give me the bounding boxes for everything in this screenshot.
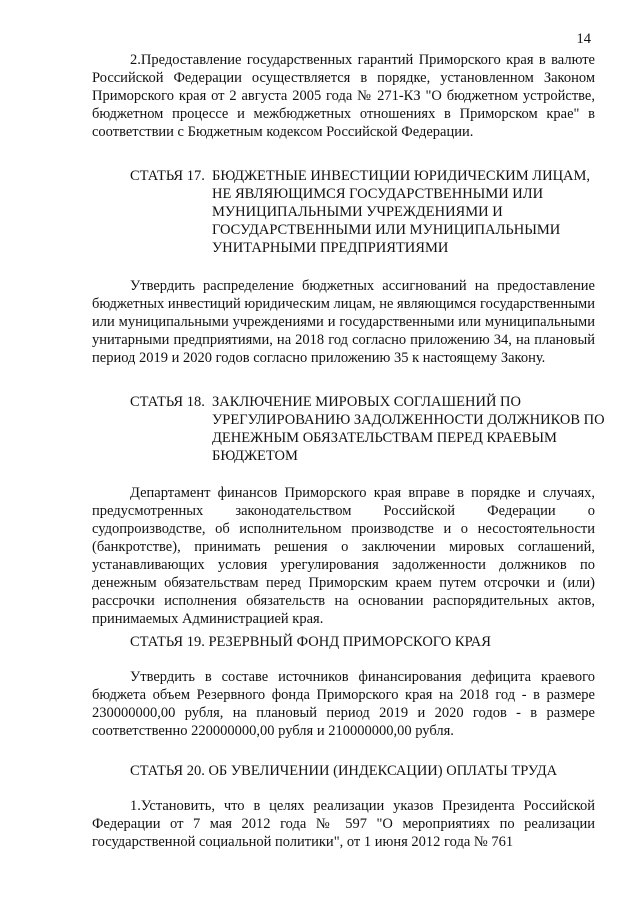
article-18-number: СТАТЬЯ 18. (130, 394, 205, 410)
article-18-body: Департамент финансов Приморского края вправе в порядке и случаях, предусмотренных законодательством Российской Федерации о судопроизводстве, об исполнительном производстве и о несостоятельности (банкротстве), принимать решения о заключении мировых соглашений, устанавливающих условия урегулирования задолженности должников по денежным обязательствам перед Приморским краем путем отсрочки и (или) рассрочки исполнения обязательств на основании распорядительных актов, принимаемых Администрацией края. (92, 485, 595, 627)
guarantees-paragraph-block (92, 51, 595, 141)
article-17-title: БЮДЖЕТНЫЕ ИНВЕСТИЦИИ ЮРИДИЧЕСКИМ ЛИЦАМ, НЕ ЯВЛЯЮЩИМСЯ ГОСУДАРСТВЕННЫМИ ИЛИ МУНИЦИПАЛЬНЫМИ УЧРЕЖДЕНИЯМИ И ГОСУДАРСТВЕННЫМИ ИЛИ МУНИЦИПАЛЬНЫМИ УНИТАРНЫМИ ПРЕДПРИЯТИЯМИ (212, 168, 591, 256)
article-18-body-block (92, 484, 595, 628)
article-20-heading: СТАТЬЯ 20. ОБ УВЕЛИЧЕНИИ (ИНДЕКСАЦИИ) ОПЛАТЫ ТРУДА (130, 763, 558, 779)
article-19-body: Утвердить в составе источников финансирования дефицита краевого бюджета объем Резервного фонда Приморского края на 2018 год - в размере 230000000,00 рубля, на плановый период 2019 и 2020 годов - в размере соответственно 220000000,00 рубля и 210000000,00 рубля. (92, 669, 595, 739)
article-17-body-block (92, 277, 595, 367)
article-19-heading: СТАТЬЯ 19. РЕЗЕРВНЫЙ ФОНД ПРИМОРСКОГО КРАЯ (130, 634, 491, 650)
article-19-body-block (92, 668, 595, 740)
page-number: 14 (576, 31, 591, 47)
guarantees-paragraph: 2.Предоставление государственных гарантий Приморского края в валюте Российской Федерации осуществляется в порядке, установленном Законом Приморского края от 2 августа 2005 года № 271-КЗ "О бюджетном устройстве, бюджетном процессе и межбюджетных отношениях в Приморском крае" в соответствии с Бюджетным кодексом Российской Федерации. (92, 52, 595, 140)
article-18-title: ЗАКЛЮЧЕНИЕ МИРОВЫХ СОГЛАШЕНИЙ ПО УРЕГУЛИРОВАНИЮ ЗАДОЛЖЕННОСТИ ДОЛЖНИКОВ ПО ДЕНЕЖНЫМ ОБЯЗАТЕЛЬСТВАМ ПЕРЕД КРАЕВЫМ БЮДЖЕТОМ (212, 394, 605, 464)
article-20-body: 1.Установить, что в целях реализации указов Президента Российской Федерации от 7 мая 2012 года № 597 "О мероприятиях по реализации государственной социальной политики", от 1 июня 2012 года № 761 (92, 798, 595, 850)
article-17-number: СТАТЬЯ 17. (130, 168, 205, 184)
article-17-body: Утвердить распределение бюджетных ассигнований на предоставление бюджетных инвестиций юридическим лицам, не являющимся государственными или муниципальными учреждениями и государственными или муниципальными унитарными предприятиями, на 2018 год согласно приложению 34, на плановый период 2019 и 2020 годов согласно приложению 35 к настоящему Закону. (92, 278, 595, 366)
article-20-body-block (92, 797, 595, 851)
